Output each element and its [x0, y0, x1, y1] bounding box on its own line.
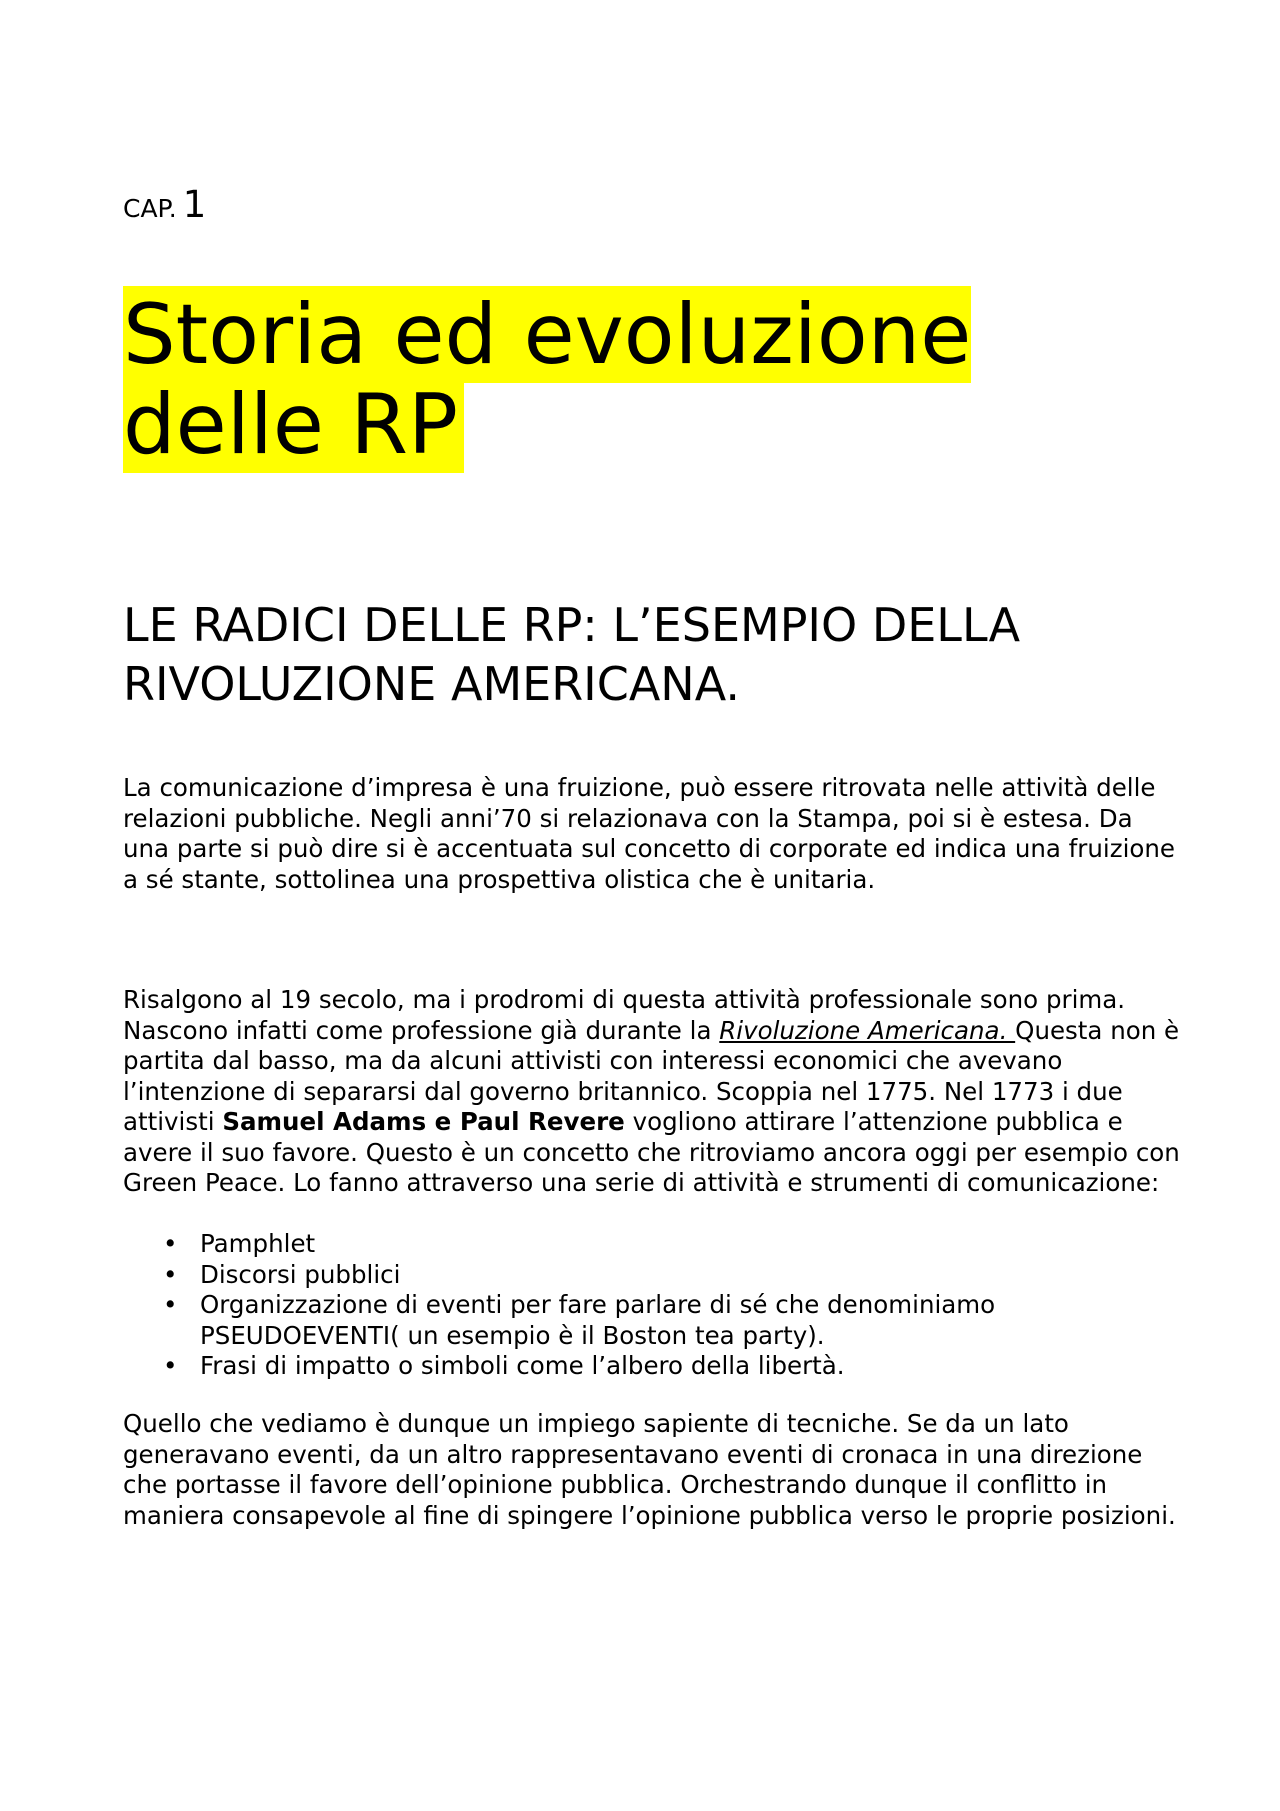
paragraph-history-part1: Risalgono al 19 secolo, ma i prodromi di questa attività professionale sono prima. Nascono infatti come professione già durante la: [123, 985, 1126, 1045]
paragraph-conclusion: Quello che vediamo è dunque un impiego sapiente di tecniche. Se da un lato generavano eventi, da un altro rappresentavano eventi di cronaca in una direzione che portasse il favore dell’opinione pubblica. Orchestrando dunque il conflitto in maniera consapevole al fine di spingere l’opinione pubblica verso le proprie posizioni.: [123, 1409, 1176, 1530]
list-item: • Frasi di impatto o simboli come l’albero della libertà.: [123, 1351, 1183, 1382]
paragraph-history: [123, 985, 1183, 1199]
document-title: [123, 286, 1183, 473]
paragraph-history-emphasis: Rivoluzione Americana.: [719, 1015, 1016, 1045]
tools-list: [123, 1229, 1183, 1382]
chapter-number: 1: [182, 183, 207, 226]
chapter-label: [123, 183, 207, 226]
paragraph-history-bold: Samuel Adams e Paul Revere: [222, 1107, 625, 1136]
paragraph-intro: La comunicazione d’impresa è una fruizione, può essere ritrovata nelle attività delle relazioni pubbliche. Negli anni’70 si relazionava con la Stampa, poi si è estesa. Da una parte si può dire si è accentuata sul concetto di corporate ed indica una fruizione a sé stante, sottolinea una prospettiva olistica che è unitaria.: [123, 773, 1175, 894]
list-item: • Organizzazione di eventi per fare parlare di sé che denominiamo PSEUDOEVENTI( un esempio è il Boston tea party).: [123, 1290, 1183, 1351]
chapter-label-text: CAP.: [123, 194, 177, 223]
document-title-text: Storia ed evoluzione delle RP: [123, 286, 972, 473]
paragraph-history-part3: vogliono attirare l’attenzione pubblica e avere il suo favore. Questo è un concetto che ritroviamo ancora oggi per esempio con Green Peace. Lo fanno attraverso una serie di attività e strumenti di comunicazione:: [123, 1107, 1180, 1197]
list-item: • Discorsi pubblici: [123, 1260, 1183, 1291]
section-heading: LE RADICI DELLE RP: L’ESEMPIO DELLA RIVOLUZIONE AMERICANA.: [123, 598, 1021, 711]
paragraph-history-part2: Questa non è partita dal basso, ma da alcuni attivisti con interessi economici che avevano l’intenzione di separarsi dal governo britannico. Scoppia nel 1775. Nel 1773 i due attivisti: [123, 1015, 1180, 1136]
list-item: • Pamphlet: [123, 1229, 1183, 1260]
